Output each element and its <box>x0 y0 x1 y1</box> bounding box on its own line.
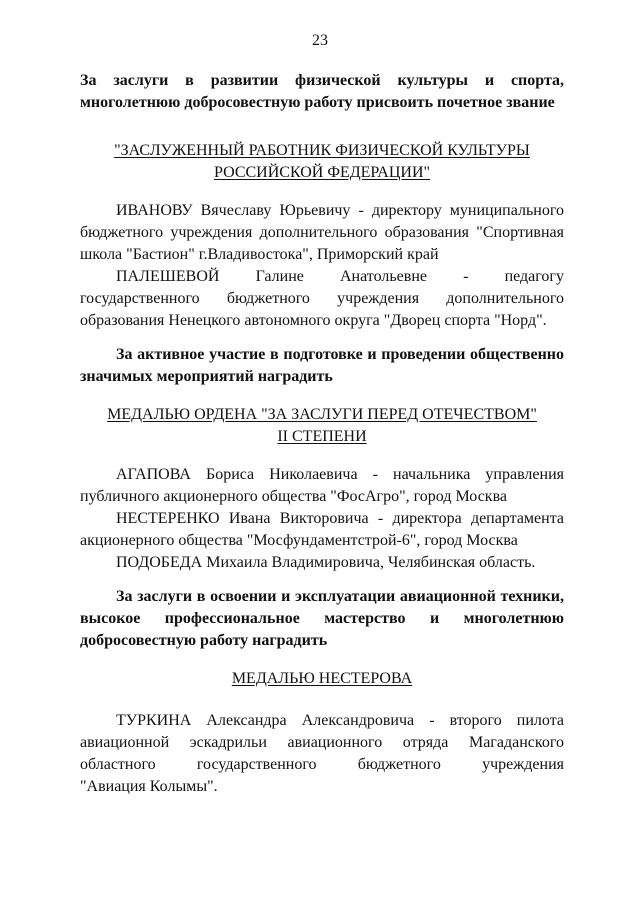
section-2-recipient-3: ПОДОБЕДА Михаила Владимировича, Челябинская область. <box>116 554 536 571</box>
section-2-intro: За активное участие в подготовке и проведении общественно значимых мероприятий наградить <box>80 346 564 385</box>
section-1-recipient-1: ИВАНОВУ Вячеславу Юрьевичу - директору муниципального бюджетного учреждения дополнительного образования "Спортивная школа "Бастион" г.Владивостока", Приморский край <box>80 202 564 263</box>
section-1-award-title: "ЗАСЛУЖЕННЫЙ РАБОТНИК ФИЗИЧЕСКОЙ КУЛЬТУРЫ РОССИЙСКОЙ ФЕДЕРАЦИИ" <box>114 142 530 181</box>
section-2-recipient-2: НЕСТЕРЕНКО Ивана Викторовича - директора департамента акционерного общества "Мосфундаментстрой-6", город Москва <box>80 510 564 549</box>
section-1-intro: За заслуги в развитии физической культуры и спорта, многолетнюю добросовестную работу присвоить почетное звание <box>80 72 564 111</box>
section-3-intro: За заслуги в освоении и эксплуатации авиационной техники, высокое профессиональное мастерство и многолетнюю добросовестную работу наградить <box>80 588 564 649</box>
section-3-award-title: МЕДАЛЬЮ НЕСТЕРОВА <box>231 670 413 687</box>
section-2-award-title: МЕДАЛЬЮ ОРДЕНА "ЗА ЗАСЛУГИ ПЕРЕД ОТЕЧЕСТВОМ" II СТЕПЕНИ <box>107 406 537 445</box>
section-1-recipient-2: ПАЛЕШЕВОЙ Галине Анатольевне - педагогу государственного бюджетного учреждения дополнительного образования Ненецкого автономного округа "Дворец спорта "Норд". <box>80 268 564 329</box>
section-3-recipient-1: ТУРКИНА Александра Александровича - второго пилота авиационной эскадрильи авиационного отряда Магаданского областного государственного бюджетного учреждения "Авиация Колымы". <box>80 712 564 795</box>
section-2-recipient-1: АГАПОВА Бориса Николаевича - начальника управления публичного акционерного общества "ФосАгро", город Москва <box>80 466 564 505</box>
page-number: 23 <box>312 32 328 49</box>
